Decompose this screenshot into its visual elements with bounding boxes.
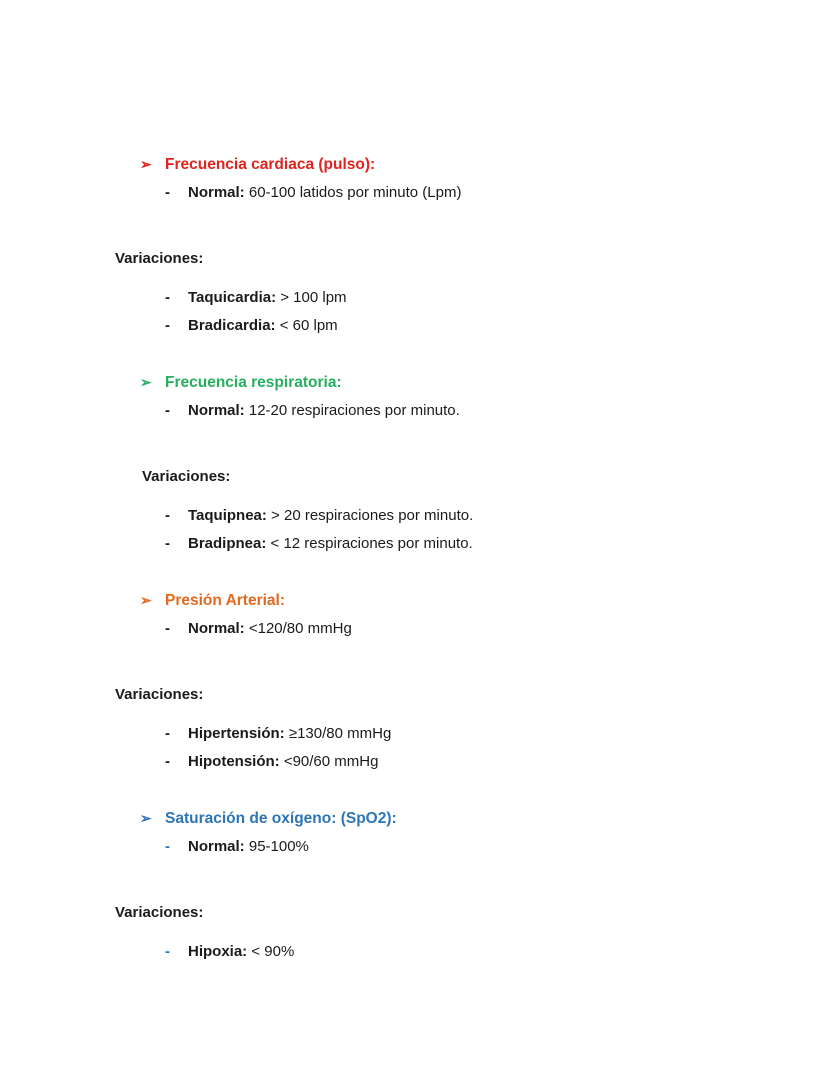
- variation-text: [188, 748, 378, 776]
- normal-item: [165, 179, 828, 207]
- variation-label: Hipotensión:: [188, 753, 280, 770]
- variation-label: Taquicardia:: [188, 289, 277, 306]
- variation-label: Bradipnea:: [188, 535, 267, 552]
- normal-value: 12-20 respiraciones por minuto.: [244, 402, 460, 419]
- variation-text: [188, 502, 473, 530]
- normal-item: [165, 833, 828, 861]
- section-heading: Frecuencia cardiaca (pulso):: [165, 156, 376, 173]
- section-heading-row: [140, 368, 828, 397]
- normal-text: [188, 615, 352, 643]
- variaciones-title: Variaciones:: [142, 468, 231, 485]
- section-heading: Saturación de oxígeno: (SpO2):: [165, 810, 397, 827]
- arrow-bullet-icon: ➢: [140, 374, 152, 390]
- variaciones-title: Variaciones:: [115, 686, 204, 703]
- arrow-bullet-icon: ➢: [140, 592, 152, 608]
- variation-text: [188, 312, 338, 340]
- normal-text: [188, 179, 461, 207]
- dash-bullet: -: [165, 317, 170, 334]
- dash-bullet: -: [165, 535, 170, 552]
- section-heading: Frecuencia respiratoria:: [165, 374, 342, 391]
- variation-label: Hipertensión:: [188, 725, 285, 742]
- dash-bullet: -: [165, 507, 170, 524]
- variation-text: [188, 284, 347, 312]
- normal-value: 95-100%: [244, 838, 309, 855]
- dash-bullet: -: [165, 402, 170, 419]
- variation-value: ≥130/80 mmHg: [284, 725, 392, 742]
- variation-label: Hipoxia:: [188, 943, 248, 960]
- arrow-bullet-icon: ➢: [140, 156, 152, 172]
- normal-text: [188, 397, 460, 425]
- normal-item: [165, 615, 828, 643]
- normal-label: Normal:: [188, 402, 245, 419]
- variaciones-title: Variaciones:: [115, 250, 204, 267]
- dash-bullet: -: [165, 943, 170, 960]
- variation-value: < 90%: [247, 943, 295, 960]
- variation-item: [165, 720, 828, 748]
- section-heading-row: [140, 150, 828, 179]
- dash-bullet: -: [165, 753, 170, 770]
- section-frecuencia-respiratoria: [0, 368, 828, 558]
- normal-value: 60-100 latidos por minuto (Lpm): [244, 184, 462, 201]
- variation-label: Taquipnea:: [188, 507, 267, 524]
- dash-bullet: -: [165, 620, 170, 637]
- variation-text: [188, 720, 391, 748]
- normal-item: [165, 397, 828, 425]
- variation-value: < 60 lpm: [275, 317, 338, 334]
- arrow-bullet-icon: ➢: [140, 810, 152, 826]
- variation-item: [165, 502, 828, 530]
- normal-value: <120/80 mmHg: [244, 620, 352, 637]
- variation-value: < 12 respiraciones por minuto.: [266, 535, 473, 552]
- section-heading: Presión Arterial:: [165, 592, 286, 609]
- variation-text: [188, 938, 294, 966]
- normal-text: [188, 833, 309, 861]
- dash-bullet: -: [165, 838, 170, 855]
- variation-text: [188, 530, 473, 558]
- variation-item: [165, 312, 828, 340]
- dash-bullet: -: [165, 725, 170, 742]
- normal-label: Normal:: [188, 620, 245, 637]
- variation-value: <90/60 mmHg: [279, 753, 379, 770]
- normal-label: Normal:: [188, 184, 245, 201]
- variation-item: [165, 938, 828, 966]
- section-heading-row: [140, 586, 828, 615]
- dash-bullet: -: [165, 289, 170, 306]
- normal-label: Normal:: [188, 838, 245, 855]
- dash-bullet: -: [165, 184, 170, 201]
- variation-item: [165, 284, 828, 312]
- variation-label: Bradicardia:: [188, 317, 276, 334]
- variation-value: > 100 lpm: [276, 289, 347, 306]
- variation-item: [165, 748, 828, 776]
- variation-value: > 20 respiraciones por minuto.: [266, 507, 474, 524]
- variaciones-title: Variaciones:: [115, 904, 204, 921]
- section-heading-row: [140, 804, 828, 833]
- variation-item: [165, 530, 828, 558]
- section-frecuencia-cardiaca: [0, 150, 828, 340]
- section-presion-arterial: [0, 586, 828, 776]
- section-saturacion-oxigeno: [0, 804, 828, 966]
